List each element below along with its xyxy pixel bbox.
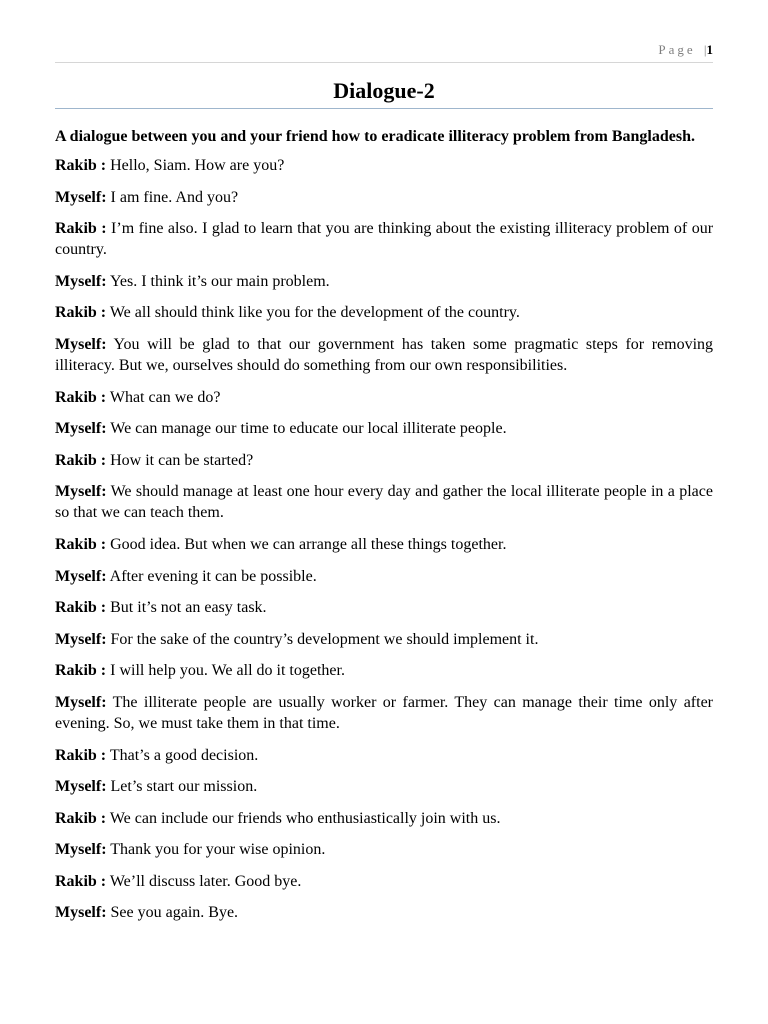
dialogue-text: How it can be started? — [110, 451, 254, 469]
speaker-name: Rakib : — [55, 872, 107, 890]
dialogue-line — [55, 776, 713, 797]
speaker-name: Myself: — [55, 841, 107, 859]
dialogue-text: We can include our friends who enthusiastically join with us. — [109, 809, 501, 827]
speaker-name: Rakib : — [55, 451, 107, 469]
dialogue-line — [55, 839, 713, 860]
title-underline — [55, 108, 713, 109]
dialogue-text: Yes. I think it’s our main problem. — [109, 272, 330, 290]
page-separator: | — [703, 42, 707, 57]
dialogue-line — [55, 808, 713, 829]
speaker-name: Rakib : — [55, 599, 107, 617]
dialogue-line — [55, 692, 713, 734]
dialogue-intro: A dialogue between you and your friend how to eradicate illiteracy problem from Bangladesh. — [55, 128, 695, 145]
dialogue-line — [55, 597, 713, 618]
dialogue-text: That’s a good decision. — [109, 746, 259, 764]
dialogue-line — [55, 629, 713, 650]
speaker-name: Myself: — [55, 188, 107, 206]
dialogue-text: I will help you. We all do it together. — [110, 662, 345, 680]
dialogue-text: We can manage our time to educate our local illiterate people. — [110, 420, 507, 438]
dialogue-text: After evening it can be possible. — [109, 567, 317, 585]
dialogue-text: For the sake of the country’s development we should implement it. — [110, 630, 539, 648]
dialogue-text: Thank you for your wise opinion. — [110, 841, 326, 859]
dialogue-text: But it’s not an easy task. — [110, 599, 267, 617]
speaker-name: Myself: — [55, 567, 107, 585]
dialogue-text: What can we do? — [109, 388, 221, 406]
dialogue-line — [55, 155, 713, 176]
document-body — [55, 126, 713, 934]
speaker-name: Myself: — [55, 693, 107, 711]
dialogue-line — [55, 418, 713, 439]
speaker-name: Myself: — [55, 630, 107, 648]
dialogue-text: Good idea. But when we can arrange all these things together. — [110, 535, 507, 553]
dialogue-line — [55, 566, 713, 587]
dialogue-text: The illiterate people are usually worker or farmer. They can manage their time only after evening. So, we must take them in that time. — [55, 693, 713, 732]
dialogue-text: Let’s start our mission. — [110, 778, 258, 796]
dialogue-text: Hello, Siam. How are you? — [110, 157, 285, 174]
dialogue-text: I’m fine also. I glad to learn that you are thinking about the existing illiteracy problem of our country. — [55, 220, 714, 259]
dialogue-line — [55, 334, 713, 376]
speaker-name: Rakib : — [55, 662, 107, 680]
dialogue-line — [55, 450, 713, 471]
speaker-name: Myself: — [55, 420, 107, 438]
dialogue-line — [55, 187, 713, 208]
speaker-name: Rakib : — [55, 220, 107, 238]
speaker-name: Myself: — [55, 272, 107, 290]
dialogue-text: We should manage at least one hour every day and gather the local illiterate people in a place so that we can teach them. — [55, 483, 713, 522]
dialogue-list — [55, 155, 713, 923]
document-title: Dialogue-2 — [333, 78, 435, 103]
dialogue-text: We all should think like you for the development of the country. — [109, 304, 520, 322]
speaker-name: Rakib : — [55, 304, 107, 322]
dialogue-line — [55, 387, 713, 408]
speaker-name: Myself: — [55, 483, 107, 501]
dialogue-line — [55, 902, 713, 923]
speaker-name: Rakib : — [55, 809, 107, 827]
speaker-name: Myself: — [55, 335, 107, 353]
dialogue-text: I am fine. And you? — [110, 188, 239, 206]
dialogue-text: See you again. Bye. — [110, 904, 239, 922]
dialogue-line — [55, 481, 713, 523]
speaker-name: Myself: — [55, 904, 107, 922]
dialogue-line — [55, 302, 713, 323]
dialogue-line — [55, 218, 713, 260]
dialogue-text: You will be glad to that our government has taken some pragmatic steps for removing illiteracy. But we, ourselves should do something from our own responsibilities. — [55, 335, 714, 374]
dialogue-line — [55, 660, 713, 681]
dialogue-line — [55, 745, 713, 766]
speaker-name: Rakib : — [55, 535, 107, 553]
speaker-name: Rakib : — [55, 157, 107, 174]
speaker-name: Rakib : — [55, 388, 107, 406]
speaker-name: Rakib : — [55, 746, 107, 764]
speaker-name: Myself: — [55, 778, 107, 796]
dialogue-text: We’ll discuss later. Good bye. — [109, 872, 302, 890]
page-label: Page — [658, 42, 696, 57]
dialogue-line — [55, 271, 713, 292]
dialogue-line — [55, 534, 713, 555]
dialogue-line — [55, 871, 713, 892]
page-number: 1 — [706, 42, 713, 57]
page-header — [55, 42, 713, 63]
